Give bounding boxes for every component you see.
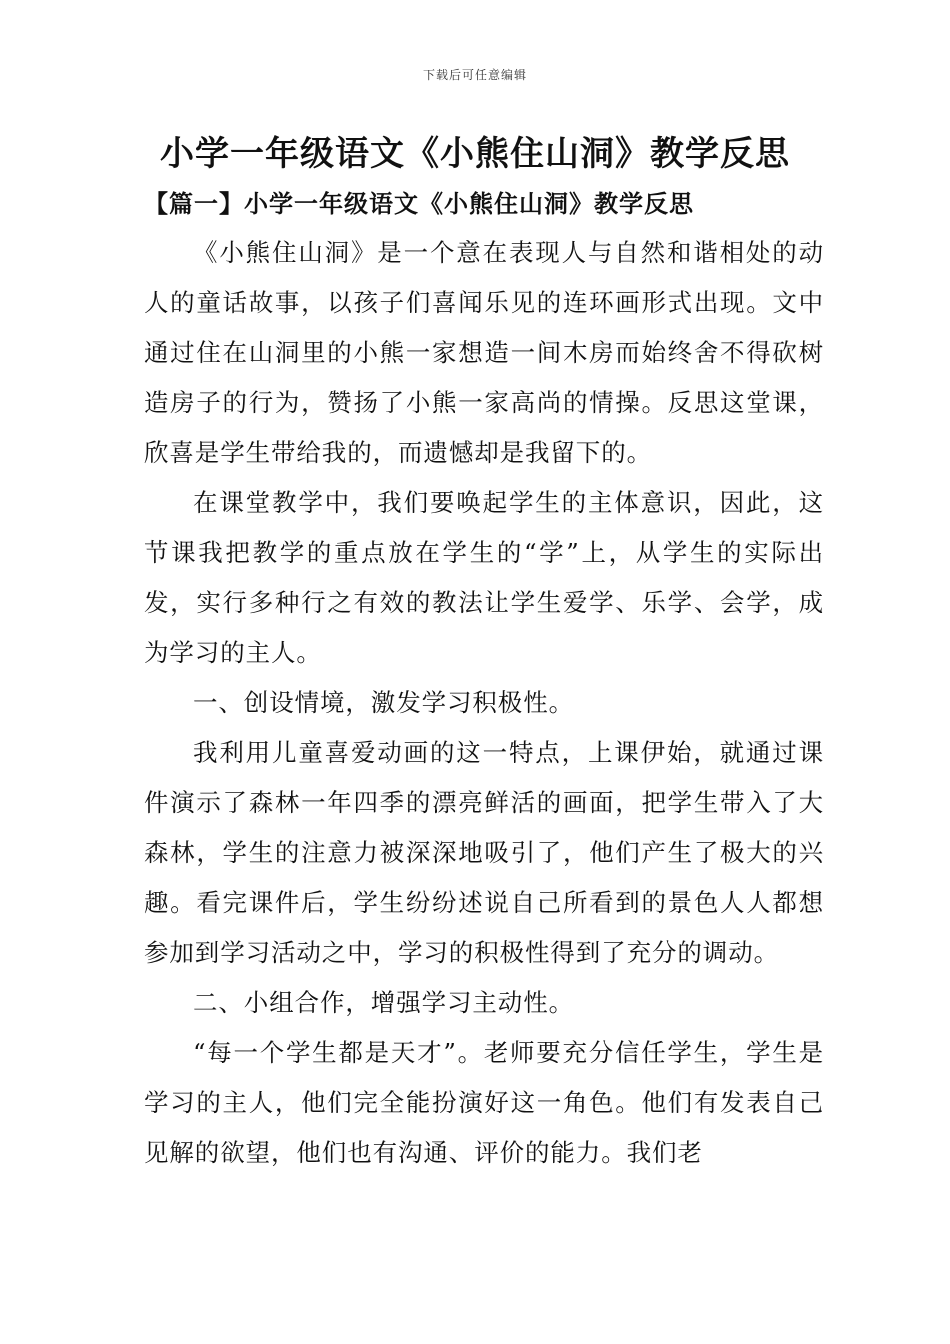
header-note: 下载后可任意编辑 [422, 68, 527, 82]
body-text [144, 228, 824, 1178]
paragraph-point-one: 我利用儿童喜爱动画的这一特点，上课伊始，就通过课件演示了森林一年四季的漂亮鲜活的画面，把学生带入了大森林，学生的注意力被深深地吸引了，他们产生了极大的兴趣。看完课件后，学生纷纷述说自己所看到的景色人人都想参加到学习活动之中，学习的积极性得到了充分的调动。 [144, 738, 824, 967]
paragraph-teaching: 在课堂教学中，我们要唤起学生的主体意识，因此，这节课我把教学的重点放在学生的“学”上，从学生的实际出发，实行多种行之有效的教法让学生爱学、乐学、会学，成为学习的主人。 [144, 488, 824, 667]
paragraph-point-two-heading: 二、小组合作，增强学习主动性。 [193, 988, 574, 1017]
paragraph-point-two: “每一个学生都是天才”。老师要充分信任学生，学生是学习的主人，他们完全能扮演好这一角色。他们有发表自己见解的欲望，他们也有沟通、评价的能力。我们老 [144, 1038, 824, 1167]
section-heading: 【篇一】小学一年级语文《小熊住山洞》教学反思 [144, 189, 694, 218]
paragraph-intro: 《小熊住山洞》是一个意在表现人与自然和谐相处的动人的童话故事，以孩子们喜闻乐见的连环画形式出现。文中通过住在山洞里的小熊一家想造一间木房而始终舍不得砍树造房子的行为，赞扬了小熊一家高尚的情操。反思这堂课，欣喜是学生带给我的，而遗憾却是我留下的。 [144, 238, 824, 467]
paragraph-point-one-heading: 一、创设情境，激发学习积极性。 [193, 688, 574, 717]
document-title: 小学一年级语文《小熊住山洞》教学反思 [160, 134, 790, 174]
